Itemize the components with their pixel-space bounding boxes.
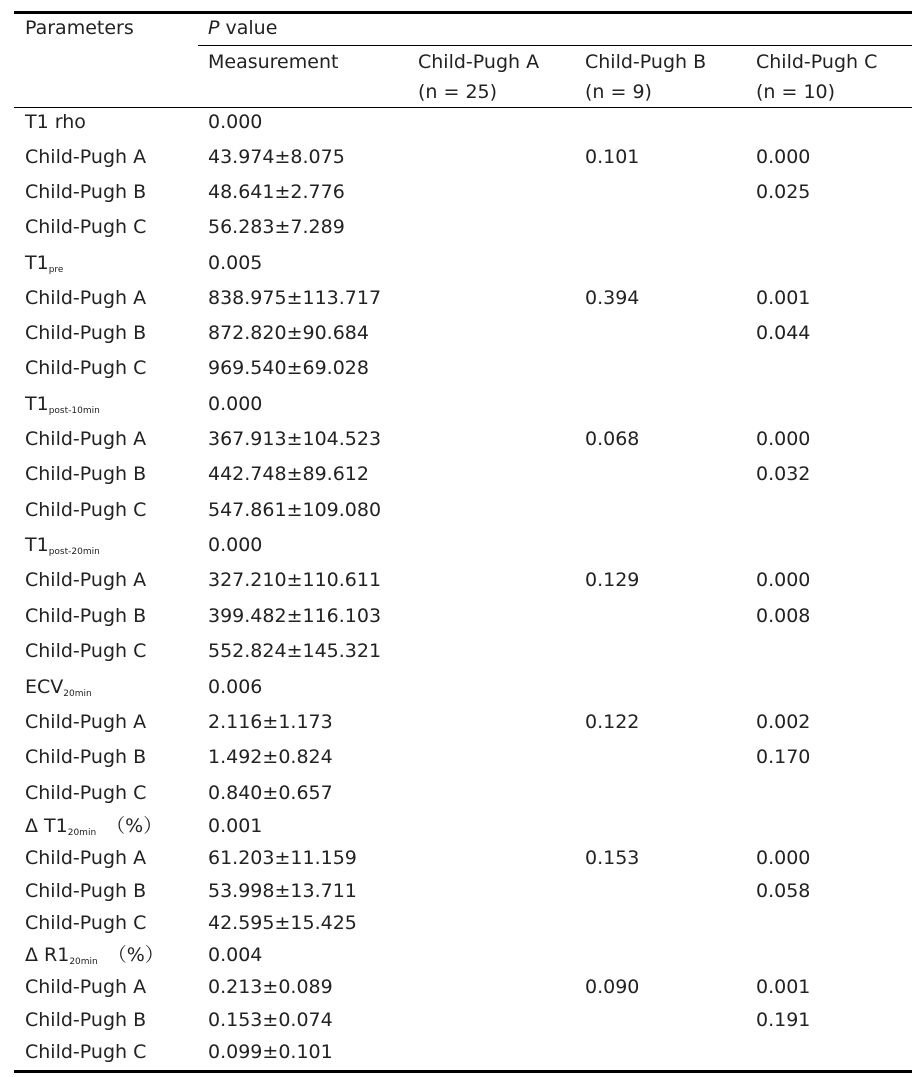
- header-col-c-line2: (n = 10): [756, 81, 836, 103]
- parameter-subscript: pre: [48, 265, 64, 275]
- p-vs-child-pugh-b: 0.090: [585, 976, 640, 998]
- row-label: Child-Pugh A: [25, 847, 147, 869]
- p-vs-child-pugh-c: 0.000: [756, 146, 811, 168]
- parameter-name: ECV: [25, 676, 64, 698]
- measurement-value: 42.595±15.425: [208, 912, 357, 934]
- header-col-b-line2: (n = 9): [585, 81, 652, 103]
- p-vs-child-pugh-c: 0.000: [756, 569, 811, 591]
- row-label: Child-Pugh C: [25, 357, 147, 379]
- measurement-value: 2.116±1.173: [208, 711, 333, 733]
- p-vs-child-pugh-c: 0.058: [756, 880, 811, 902]
- row-label: Child-Pugh B: [25, 181, 147, 203]
- row-label: Child-Pugh B: [25, 1009, 147, 1031]
- overall-p-value: 0.000: [208, 393, 263, 415]
- measurement-value: 442.748±89.612: [208, 463, 369, 485]
- parameter-name: T1: [25, 534, 49, 556]
- row-label: Child-Pugh A: [25, 976, 147, 998]
- measurement-value: 0.099±0.101: [208, 1041, 333, 1063]
- p-vs-child-pugh-c: 0.002: [756, 711, 811, 733]
- p-vs-child-pugh-c: 0.044: [756, 322, 811, 344]
- header-p-italic: P: [208, 17, 220, 39]
- parameter-label: [25, 534, 100, 556]
- row-label: Child-Pugh B: [25, 605, 147, 627]
- row-label: Child-Pugh A: [25, 569, 147, 591]
- measurement-value: 547.861±109.080: [208, 499, 382, 521]
- p-vs-child-pugh-c: 0.025: [756, 181, 811, 203]
- parameter-name: T1: [25, 393, 49, 415]
- row-label: Child-Pugh B: [25, 463, 147, 485]
- p-vs-child-pugh-c: 0.191: [756, 1009, 811, 1031]
- parameter-label: [25, 815, 162, 837]
- measurement-value: 0.840±0.657: [208, 782, 333, 804]
- p-vs-child-pugh-c: 0.008: [756, 605, 811, 627]
- parameter-subscript: post-10min: [48, 406, 100, 416]
- parameter-label: [25, 111, 86, 133]
- top-rule: [14, 11, 912, 14]
- bottom-rule: [14, 1070, 912, 1073]
- measurement-value: 838.975±113.717: [208, 287, 382, 309]
- measurement-value: 0.153±0.074: [208, 1009, 333, 1031]
- measurement-value: 969.540±69.028: [208, 357, 369, 379]
- row-label: Child-Pugh C: [25, 1041, 147, 1063]
- parameter-subscript: post-20min: [48, 547, 100, 557]
- row-label: Child-Pugh C: [25, 216, 147, 238]
- row-label: Child-Pugh A: [25, 146, 147, 168]
- parameter-name: T1 rho: [25, 111, 86, 133]
- row-label: Child-Pugh C: [25, 499, 147, 521]
- parameter-label: [25, 252, 63, 274]
- measurement-value: 1.492±0.824: [208, 746, 333, 768]
- measurement-value: 61.203±11.159: [208, 847, 357, 869]
- parameter-name: T1: [25, 252, 49, 274]
- header-p-value: [208, 17, 277, 39]
- header-col-a-line2: (n = 25): [418, 81, 498, 103]
- overall-p-value: 0.000: [208, 534, 263, 556]
- p-vs-child-pugh-c: 0.000: [756, 847, 811, 869]
- p-vs-child-pugh-b: 0.068: [585, 428, 640, 450]
- row-label: Child-Pugh B: [25, 880, 147, 902]
- parameter-name: Δ T1: [25, 815, 68, 837]
- p-vs-child-pugh-c: 0.001: [756, 976, 811, 998]
- row-label: Child-Pugh A: [25, 428, 147, 450]
- overall-p-value: 0.000: [208, 111, 263, 133]
- header-sub-rule: [198, 45, 912, 46]
- p-vs-child-pugh-b: 0.101: [585, 146, 640, 168]
- measurement-value: 552.824±145.321: [208, 640, 382, 662]
- p-vs-child-pugh-c: 0.032: [756, 463, 811, 485]
- measurement-value: 56.283±7.289: [208, 216, 345, 238]
- measurement-value: 43.974±8.075: [208, 146, 345, 168]
- p-vs-child-pugh-b: 0.394: [585, 287, 640, 309]
- p-vs-child-pugh-c: 0.000: [756, 428, 811, 450]
- measurement-value: 367.913±104.523: [208, 428, 382, 450]
- measurement-value: 327.210±110.611: [208, 569, 382, 591]
- parameter-label: [25, 393, 100, 415]
- header-col-a-line1: Child-Pugh A: [418, 51, 540, 73]
- measurement-value: 872.820±90.684: [208, 322, 369, 344]
- parameter-label: [25, 676, 92, 698]
- parameter-subscript: 20min: [63, 689, 92, 699]
- overall-p-value: 0.001: [208, 815, 263, 837]
- overall-p-value: 0.004: [208, 944, 263, 966]
- header-col-c-line1: Child-Pugh C: [756, 51, 878, 73]
- measurement-value: 53.998±13.711: [208, 880, 357, 902]
- header-measurement: Measurement: [208, 51, 339, 73]
- row-label: Child-Pugh C: [25, 912, 147, 934]
- parameter-unit: （%）: [107, 944, 164, 966]
- p-vs-child-pugh-c: 0.001: [756, 287, 811, 309]
- overall-p-value: 0.005: [208, 252, 263, 274]
- header-parameters: Parameters: [25, 17, 134, 39]
- row-label: Child-Pugh B: [25, 746, 147, 768]
- parameter-unit: （%）: [106, 815, 163, 837]
- p-vs-child-pugh-b: 0.129: [585, 569, 640, 591]
- header-p-rest: value: [219, 17, 278, 39]
- row-label: Child-Pugh C: [25, 640, 147, 662]
- row-label: Child-Pugh C: [25, 782, 147, 804]
- p-vs-child-pugh-c: 0.170: [756, 746, 811, 768]
- measurement-value: 0.213±0.089: [208, 976, 333, 998]
- parameter-subscript: 20min: [67, 828, 97, 838]
- p-vs-child-pugh-b: 0.122: [585, 711, 640, 733]
- parameter-subscript: 20min: [69, 957, 98, 967]
- p-vs-child-pugh-b: 0.153: [585, 847, 640, 869]
- measurement-value: 48.641±2.776: [208, 181, 345, 203]
- row-label: Child-Pugh A: [25, 287, 147, 309]
- parameter-label: [25, 944, 164, 966]
- measurement-value: 399.482±116.103: [208, 605, 382, 627]
- row-label: Child-Pugh B: [25, 322, 147, 344]
- row-label: Child-Pugh A: [25, 711, 147, 733]
- overall-p-value: 0.006: [208, 676, 263, 698]
- parameter-name: Δ R1: [25, 944, 70, 966]
- header-rule: [14, 107, 912, 108]
- header-col-b-line1: Child-Pugh B: [585, 51, 707, 73]
